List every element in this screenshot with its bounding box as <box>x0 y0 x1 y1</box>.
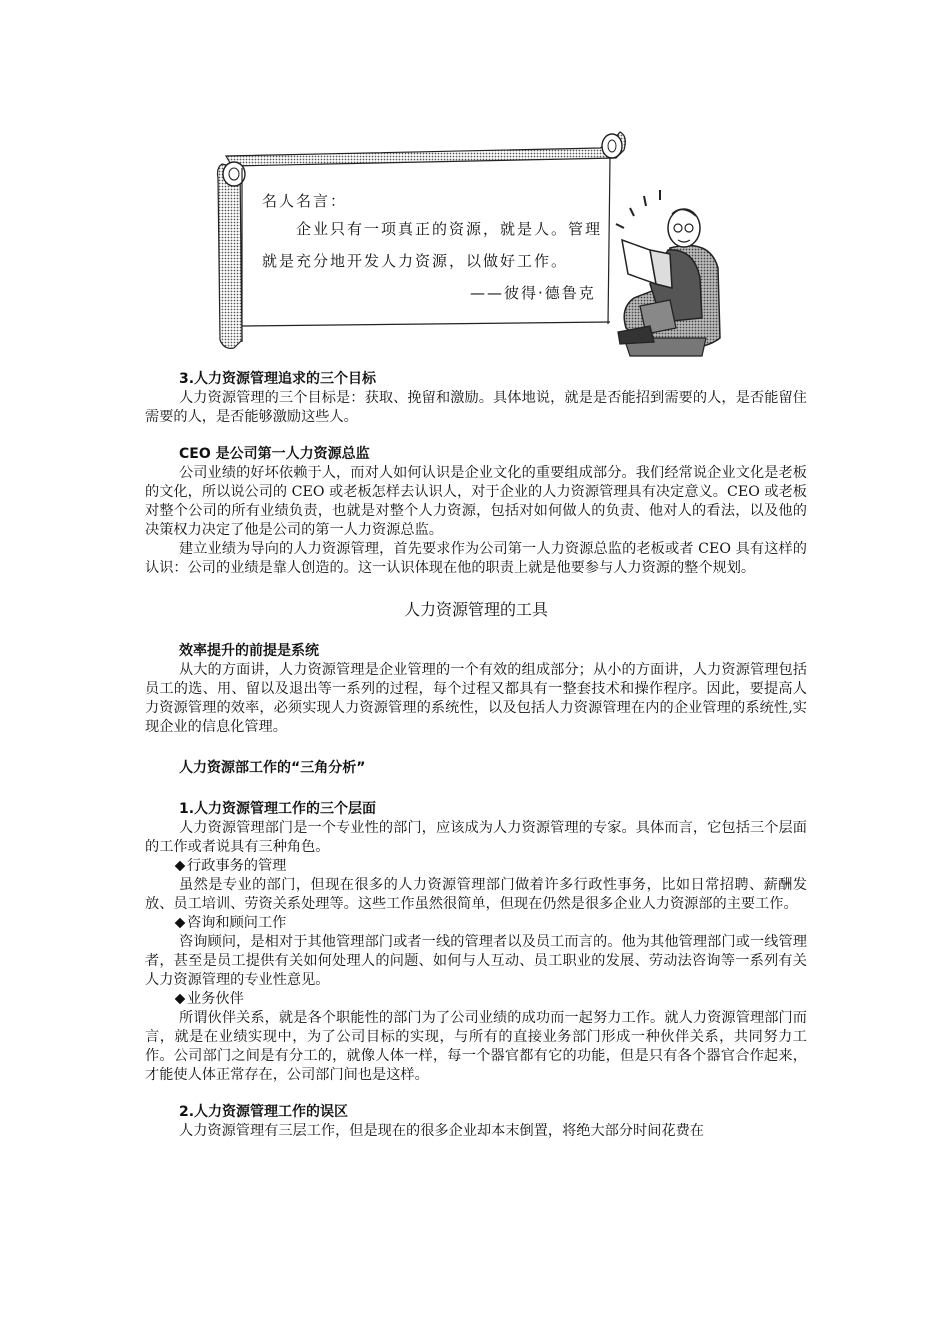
paragraph: 人力资源管理有三层工作，但是现在的很多企业却本末倒置，将绝大部分时间花费在 <box>179 1123 704 1139</box>
document-body <box>145 370 807 1141</box>
paragraph: 从大的方面讲，人力资源管理是企业管理的一个有效的组成部分；从小的方面讲，人力资源管理包括员工的选、用、留以及退出等一系列的过程，每个过程又都具有一整套技术和操作程序。因此，要提高人力资源管理的效率，必须实现人力资源管理的系统性，以及包括人力资源管理在内的企业管理的系统性,实现企业的信息化管理。 <box>145 662 807 735</box>
quote-line-1: 企业只有一项真正的资源，就是人。管理 <box>296 220 603 238</box>
bullet-item <box>145 990 807 1009</box>
bullet-item <box>145 914 807 933</box>
quote-line-2: 就是充分地开发人力资源，以做好工作。 <box>262 252 569 270</box>
section-heading-pitfalls: 2.人力资源管理工作的误区 <box>179 1104 349 1120</box>
section-heading-goals: 3.人力资源管理追求的三个目标 <box>179 371 377 387</box>
bullet-label: 咨询和顾问工作 <box>187 915 287 931</box>
quote-title: 名人名言： <box>262 192 348 210</box>
paragraph: 虽然是专业的部门，但现在很多的人力资源管理部门做着许多行政性事务，比如日常招聘、薪酬发放、员工培训、劳资关系处理等。这些工作虽然很简单，但现在仍然是很多企业人力资源部的主要工作。 <box>145 877 807 912</box>
bullet-label: 行政事务的管理 <box>187 858 287 874</box>
diamond-bullet-icon <box>175 994 186 1005</box>
paragraph: 建立业绩为导向的人力资源管理，首先要求作为公司第一人力资源总监的老板或者 CEO 具有这样的认识：公司的业绩是靠人创造的。这一认识体现在他的职责上就是他要参与人力资源的整个规划。 <box>145 541 807 576</box>
quote-attribution: ——彼得·德鲁克 <box>470 284 596 302</box>
scroll-frame <box>212 128 632 353</box>
paragraph: 人力资源管理部门是一个专业性的部门，应该成为人力资源管理的专家。具体而言，它包括三个层面的工作或者说具有三种角色。 <box>145 820 807 855</box>
paragraph: 所谓伙伴关系，就是各个职能性的部门为了公司业绩的成功而一起努力工作。就人力资源管理部门而言，就是在业绩实现中，为了公司目标的实现，与所有的直接业务部门形成一种伙伴关系，共同努力工作。公司部门之间是有分工的，就像人体一样，每一个器官都有它的功能，但是只有各个器官合作起来，才能使人体正常存在，公司部门间也是这样。 <box>145 1010 807 1083</box>
bullet-item <box>145 857 807 876</box>
chapter-title-tools: 人力资源管理的工具 <box>403 600 548 619</box>
diamond-bullet-icon <box>175 861 186 872</box>
paragraph: 咨询顾问，是相对于其他管理部门或者一线的管理者以及员工而言的。他为其他管理部门或一线管理者，甚至是员工提供有关如何处理人的问题、如何与人互动、员工职业的发展、劳动法咨询等一系列有关人力资源管理的专业性意见。 <box>145 934 807 988</box>
reading-man-illustration <box>610 188 725 358</box>
quote-scroll <box>212 128 632 353</box>
bullet-label: 业务伙伴 <box>187 991 244 1007</box>
section-heading-efficiency: 效率提升的前提是系统 <box>179 643 319 659</box>
diamond-bullet-icon <box>175 918 186 929</box>
section-heading-triangle: 人力资源部工作的“三角分析” <box>179 760 366 776</box>
paragraph: 人力资源管理的三个目标是：获取、挽留和激励。具体地说，就是是否能招到需要的人，是否能留住需要的人，是否能够激励这些人。 <box>145 390 807 425</box>
section-heading-three-levels: 1.人力资源管理工作的三个层面 <box>179 801 377 817</box>
paragraph: 公司业绩的好坏依赖于人，而对人如何认识是企业文化的重要组成部分。我们经常说企业文化是老板的文化，所以说公司的 CEO 或老板怎样去认识人，对于企业的人力资源管理具有决定意义。CEO 或老板对整个公司的所有业绩负责，也就是对整个人力资源，包括对如何做人的负责、他对人的看法，以及他的决策权力决定了他是公司的第一人力资源总监。 <box>145 465 807 538</box>
section-heading-ceo: CEO 是公司第一人力资源总监 <box>179 446 370 462</box>
